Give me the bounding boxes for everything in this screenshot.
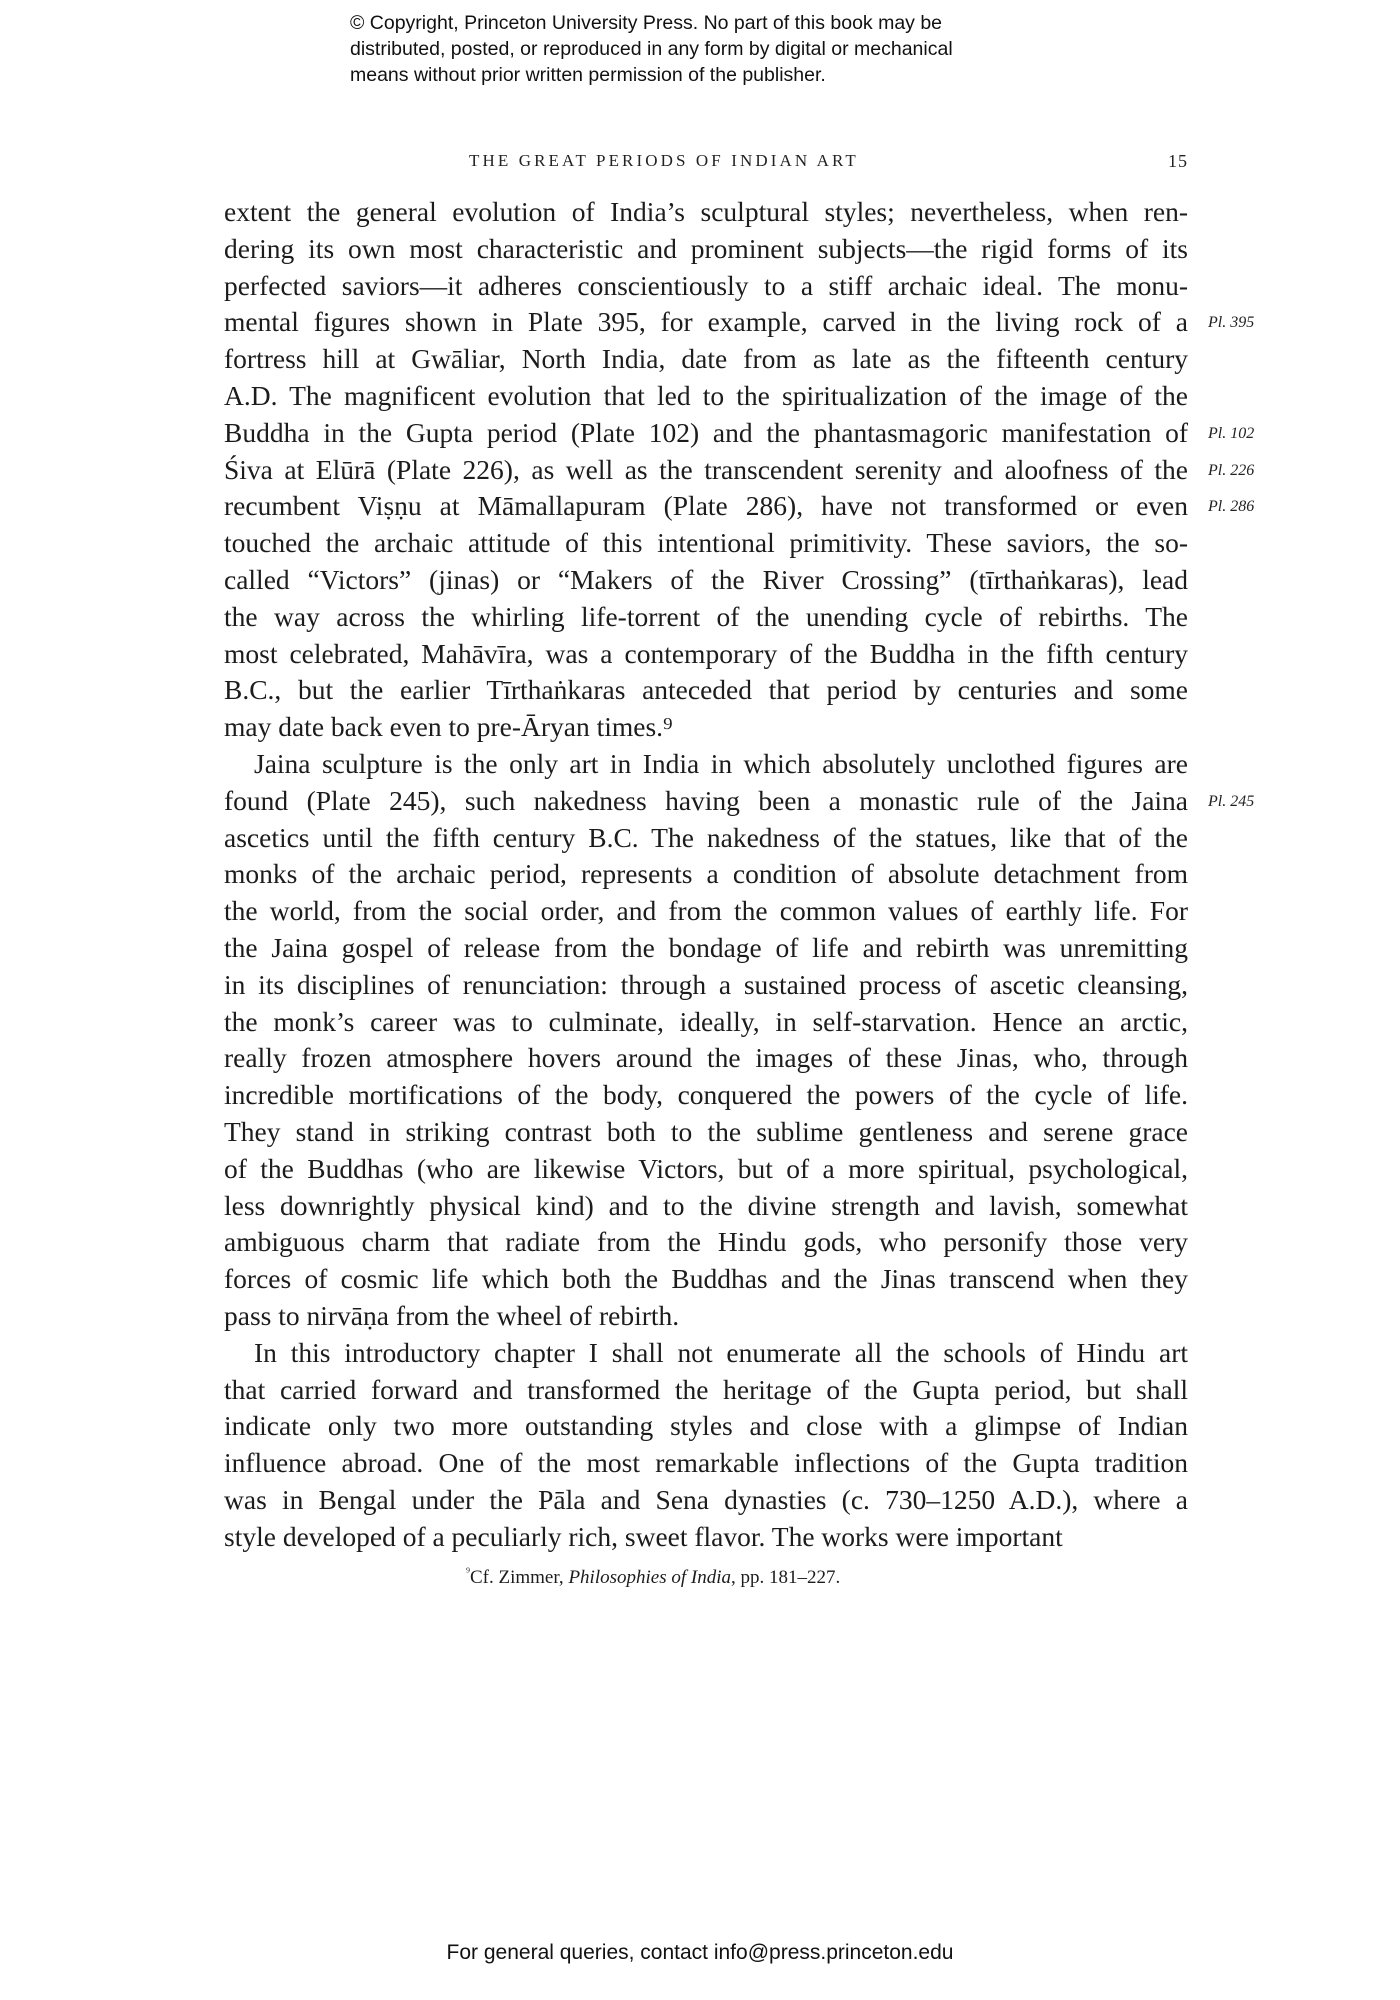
copyright-notice (350, 10, 1070, 88)
text-line: incredible mortifications of the body, conquered the powers of the cycle of life. (224, 1079, 1188, 1111)
running-head-title: THE GREAT PERIODS OF INDIAN ART (469, 151, 859, 170)
text-line: In this introductory chapter I shall not enumerate all the schools of Hindu art (254, 1336, 1188, 1368)
text-line: pass to nirvāṇa from the wheel of rebirth. (224, 1299, 680, 1331)
text-line: extent the general evolution of India’s sculptural styles; nevertheless, when ren- (224, 196, 1188, 227)
paragraph (224, 194, 1188, 746)
paragraph (224, 1335, 1188, 1556)
text-line: Buddha in the Gupta period (Plate 102) and the phantasmagoric manifestation of (224, 416, 1188, 448)
text-line: in its disciplines of renunciation: through a sustained process of ascetic cleansing, (224, 968, 1188, 1000)
text-line: that carried forward and transformed the heritage of the Gupta period, but shall (224, 1373, 1188, 1405)
body-text (224, 194, 1188, 1555)
text-line: Śiva at Elūrā (Plate 226), as well as the transcendent serenity and aloofness of the (224, 453, 1188, 485)
text-line: may date back even to pre-Āryan times.⁹ (224, 711, 673, 743)
text-line: less downrightly physical kind) and to the divine strength and lavish, somewhat (224, 1189, 1188, 1221)
text-line: found (Plate 245), such nakedness having been a monastic rule of the Jaina (224, 784, 1188, 816)
text-line: style developed of a peculiarly rich, sweet flavor. The works were important (224, 1520, 1063, 1552)
paragraph (224, 746, 1188, 1335)
text-line: the way across the whirling life-torrent of the unending cycle of rebirths. The (224, 600, 1188, 632)
text-line: dering its own most characteristic and prominent subjects—the rigid forms of its (224, 232, 1188, 264)
text-line: recumbent Viṣṇu at Māmallapuram (Plate 286), have not transformed or even (224, 490, 1188, 522)
plate-reference: Pl. 286 (1208, 498, 1255, 516)
text-line: perfected saviors—it adheres conscientiously to a stiff archaic ideal. The monu- (224, 269, 1188, 301)
page-number: 15 (1168, 151, 1188, 171)
footnote-marker: ⁹ (466, 1566, 470, 1579)
text-line: influence abroad. One of the most remarkable inflections of the Gupta tradition (224, 1447, 1188, 1479)
running-head (224, 151, 1188, 177)
plate-reference: Pl. 395 (1208, 314, 1255, 332)
footnote-prefix: Cf. Zimmer, (469, 1567, 569, 1588)
footnote-suffix: , pp. 181–227. (731, 1567, 841, 1588)
text-line: forces of cosmic life which both the Buddhas and the Jinas transcend when they (224, 1263, 1188, 1295)
plate-reference: Pl. 102 (1208, 424, 1255, 442)
text-line: was in Bengal under the Pāla and Sena dynasties (c. 730–1250 A.D.), where a (224, 1483, 1188, 1515)
footnote (466, 1567, 840, 1589)
text-line: monks of the archaic period, represents a condition of absolute detachment from (224, 858, 1188, 890)
text-line: really frozen atmosphere hovers around the images of these Jinas, who, through (224, 1042, 1188, 1074)
text-line: Jaina sculpture is the only art in India in which absolutely unclothed figures are (254, 747, 1188, 779)
margin-notes (1208, 194, 1328, 1594)
text-line: touched the archaic attitude of this intentional primitivity. These saviors, the so- (224, 527, 1188, 559)
footnote-title: Philosophies of India (568, 1567, 731, 1588)
text-line: ascetics until the fifth century B.C. The nakedness of the statues, like that of the (224, 821, 1188, 853)
text-line: B.C., but the earlier Tīrthaṅkaras anteceded that period by centuries and some (224, 674, 1188, 706)
text-line: called “Victors” (jinas) or “Makers of the River Crossing” (tīrthaṅkaras), lead (224, 563, 1188, 595)
copyright-line: © Copyright, Princeton University Press. No part of this book may be (350, 12, 943, 34)
text-line: indicate only two more outstanding styles and close with a glimpse of Indian (224, 1410, 1188, 1442)
footer-contact: For general queries, contact info@press.princeton.edu (446, 1941, 954, 1964)
text-line: mental figures shown in Plate 395, for example, carved in the living rock of a (224, 306, 1188, 338)
plate-reference: Pl. 245 (1208, 792, 1255, 810)
text-line: ambiguous charm that radiate from the Hindu gods, who personify those very (224, 1226, 1188, 1258)
text-line: the monk’s career was to culminate, ideally, in self-starvation. Hence an arctic, (224, 1005, 1188, 1037)
plate-reference: Pl. 226 (1208, 461, 1255, 479)
text-line: A.D. The magnificent evolution that led to the spiritualization of the image of the (224, 379, 1188, 411)
text-line: fortress hill at Gwāliar, North India, date from as late as the fifteenth century (224, 343, 1188, 375)
copyright-line: distributed, posted, or reproduced in any form by digital or mechanical (350, 38, 953, 60)
text-line: the Jaina gospel of release from the bondage of life and rebirth was unremitting (224, 931, 1188, 963)
text-line: the world, from the social order, and from the common values of earthly life. For (224, 895, 1188, 927)
text-line: of the Buddhas (who are likewise Victors, but of a more spiritual, psychological, (224, 1152, 1188, 1184)
copyright-line: means without prior written permission of the publisher. (350, 64, 826, 86)
text-line: They stand in striking contrast both to the sublime gentleness and serene grace (224, 1115, 1188, 1147)
text-line: most celebrated, Mahāvīra, was a contemporary of the Buddha in the fifth century (224, 637, 1188, 669)
